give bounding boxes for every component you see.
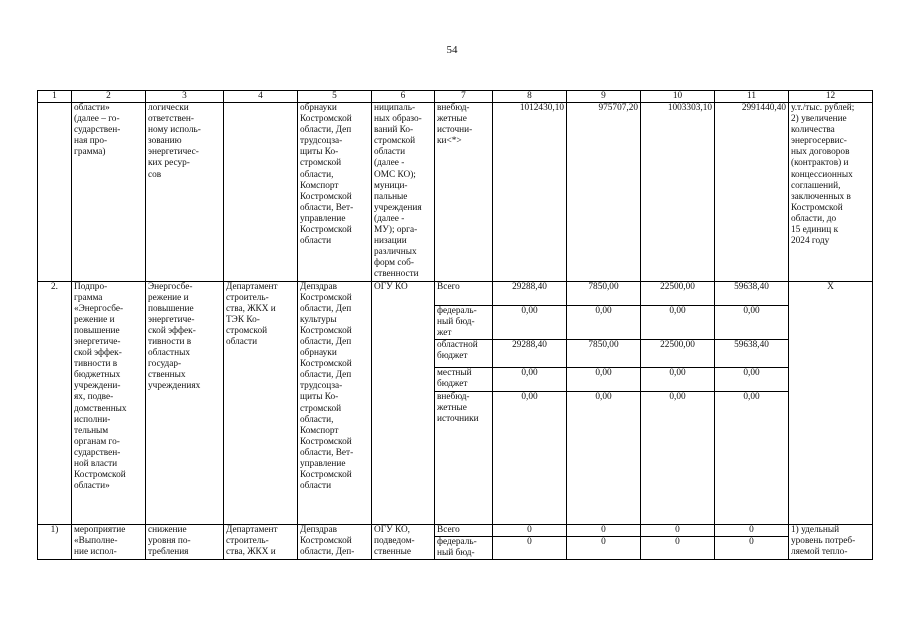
value-2024-cell: 22500,00: [641, 281, 715, 305]
value-total-cell: 59638,40: [715, 339, 789, 367]
row-number-cell: [38, 103, 72, 282]
value-2023-cell: 7850,00: [567, 281, 641, 305]
value-total-cell: 2991440,40: [715, 103, 789, 282]
row-number-cell: 2.: [38, 281, 72, 524]
table-row-subprogram: [38, 281, 873, 305]
value-total-cell: 0,00: [715, 305, 789, 339]
funding-source-cell: федераль- ный бюд-: [435, 536, 493, 559]
col-num-1: 1: [38, 91, 72, 103]
funding-source-cell: внебюд- жетные источники: [435, 391, 493, 524]
value-2023-cell: 0: [567, 524, 641, 536]
value-2024-cell: 0,00: [641, 367, 715, 391]
value-2023-cell: 975707,20: [567, 103, 641, 282]
executors-cell: ОГУ КО, подведом- ственные: [372, 524, 435, 559]
value-2024-cell: 0,00: [641, 305, 715, 339]
value-2022-cell: 1012430,10: [493, 103, 567, 282]
funding-source-cell: Всего: [435, 281, 493, 305]
value-total-cell: 0,00: [715, 391, 789, 524]
participants-cell: Депздрав Костромской области, Деп культуры Костромской области, Деп обрнауки Костромской области, Деп трудсоцза- щиты Ко- стромской области, Комспорт Костромской области, Вет- управление Костромской области: [298, 281, 372, 524]
responsible-cell: [224, 103, 298, 282]
col-num-8: 8: [493, 91, 567, 103]
indicator-cell: Х: [789, 281, 873, 524]
value-2024-cell: 0: [641, 524, 715, 536]
col-num-10: 10: [641, 91, 715, 103]
value-2023-cell: 0,00: [567, 367, 641, 391]
value-total-cell: 0: [715, 524, 789, 536]
value-2024-cell: 1003303,10: [641, 103, 715, 282]
funding-source-cell: местный бюджет: [435, 367, 493, 391]
funding-source-cell: федераль- ный бюд- жет: [435, 305, 493, 339]
value-2024-cell: 0: [641, 536, 715, 559]
col-num-3: 3: [146, 91, 224, 103]
col-num-11: 11: [715, 91, 789, 103]
value-total-cell: 0: [715, 536, 789, 559]
goal-cell: логически ответствен- ному исполь- зованию энергетичес- ких ресур- сов: [146, 103, 224, 282]
value-2022-cell: 29288,40: [493, 281, 567, 305]
row-number-cell: 1): [38, 524, 72, 559]
col-num-6: 6: [372, 91, 435, 103]
value-2023-cell: 0,00: [567, 391, 641, 524]
value-2024-cell: 0,00: [641, 391, 715, 524]
responsible-cell: Департамент строитель- ства, ЖКХ и: [224, 524, 298, 559]
col-num-2: 2: [72, 91, 146, 103]
executors-cell: ОГУ КО: [372, 281, 435, 524]
page-number: 54: [446, 44, 458, 56]
col-num-9: 9: [567, 91, 641, 103]
executors-cell: ниципаль- ных образо- ваний Ко- стромской области (далее - ОМС КО); муници- пальные учреждения (далее - МУ); орга- низации различных форм соб- ственности: [372, 103, 435, 282]
program-name-cell: мероприятие «Выполне- ние испол-: [72, 524, 146, 559]
indicator-cell: 1) удельный уровень потреб- ляемой тепло-: [789, 524, 873, 559]
goal-cell: снижение уровня по- требления: [146, 524, 224, 559]
program-name-cell: области» (далее – го- сударствен- ная про- грамма): [72, 103, 146, 282]
value-2024-cell: 22500,00: [641, 339, 715, 367]
value-total-cell: 59638,40: [715, 281, 789, 305]
col-num-5: 5: [298, 91, 372, 103]
indicator-cell: у.т./тыс. рублей; 2) увеличение количества энергосервис- ных договоров (контрактов) и концессионных соглашений, заключенных в Костромской области, до 15 единиц к 2024 году: [789, 103, 873, 282]
funding-source-cell: внебюд- жетные источни- ки<*>: [435, 103, 493, 282]
value-2022-cell: 0,00: [493, 391, 567, 524]
funding-source-cell: областной бюджет: [435, 339, 493, 367]
responsible-cell: Департамент строитель- ства, ЖКХ и ТЭК Ко- стромской области: [224, 281, 298, 524]
value-2022-cell: 0,00: [493, 367, 567, 391]
funding-source-cell: Всего: [435, 524, 493, 536]
value-total-cell: 0,00: [715, 367, 789, 391]
value-2022-cell: 0: [493, 536, 567, 559]
value-2023-cell: 0: [567, 536, 641, 559]
value-2022-cell: 0: [493, 524, 567, 536]
table-row-continued: [38, 103, 873, 282]
value-2023-cell: 0,00: [567, 305, 641, 339]
value-2022-cell: 0,00: [493, 305, 567, 339]
col-num-12: 12: [789, 91, 873, 103]
value-2022-cell: 29288,40: [493, 339, 567, 367]
goal-cell: Энергосбе- режение и повышение энергетиче- ской эффек- тивности в областных государ- ственных учреждениях: [146, 281, 224, 524]
program-name-cell: Подпро- грамма «Энергосбе- режение и повышение энергетиче- ской эффек- тивности в бюджетных учреждени- ях, подве- домственных исполни- тельным органам го- сударствен- ной власти Костромской области»: [72, 281, 146, 524]
participants-cell: Депздрав Костромской области, Деп-: [298, 524, 372, 559]
program-table: [37, 90, 873, 560]
col-num-4: 4: [224, 91, 298, 103]
col-num-7: 7: [435, 91, 493, 103]
participants-cell: обрнауки Костромской области, Деп трудсоцза- щиты Ко- стромской области, Комспорт Костромской области, Вет- управление Костромской области: [298, 103, 372, 282]
value-2023-cell: 7850,00: [567, 339, 641, 367]
table-row-activity: [38, 524, 873, 536]
column-number-row: [38, 91, 873, 103]
